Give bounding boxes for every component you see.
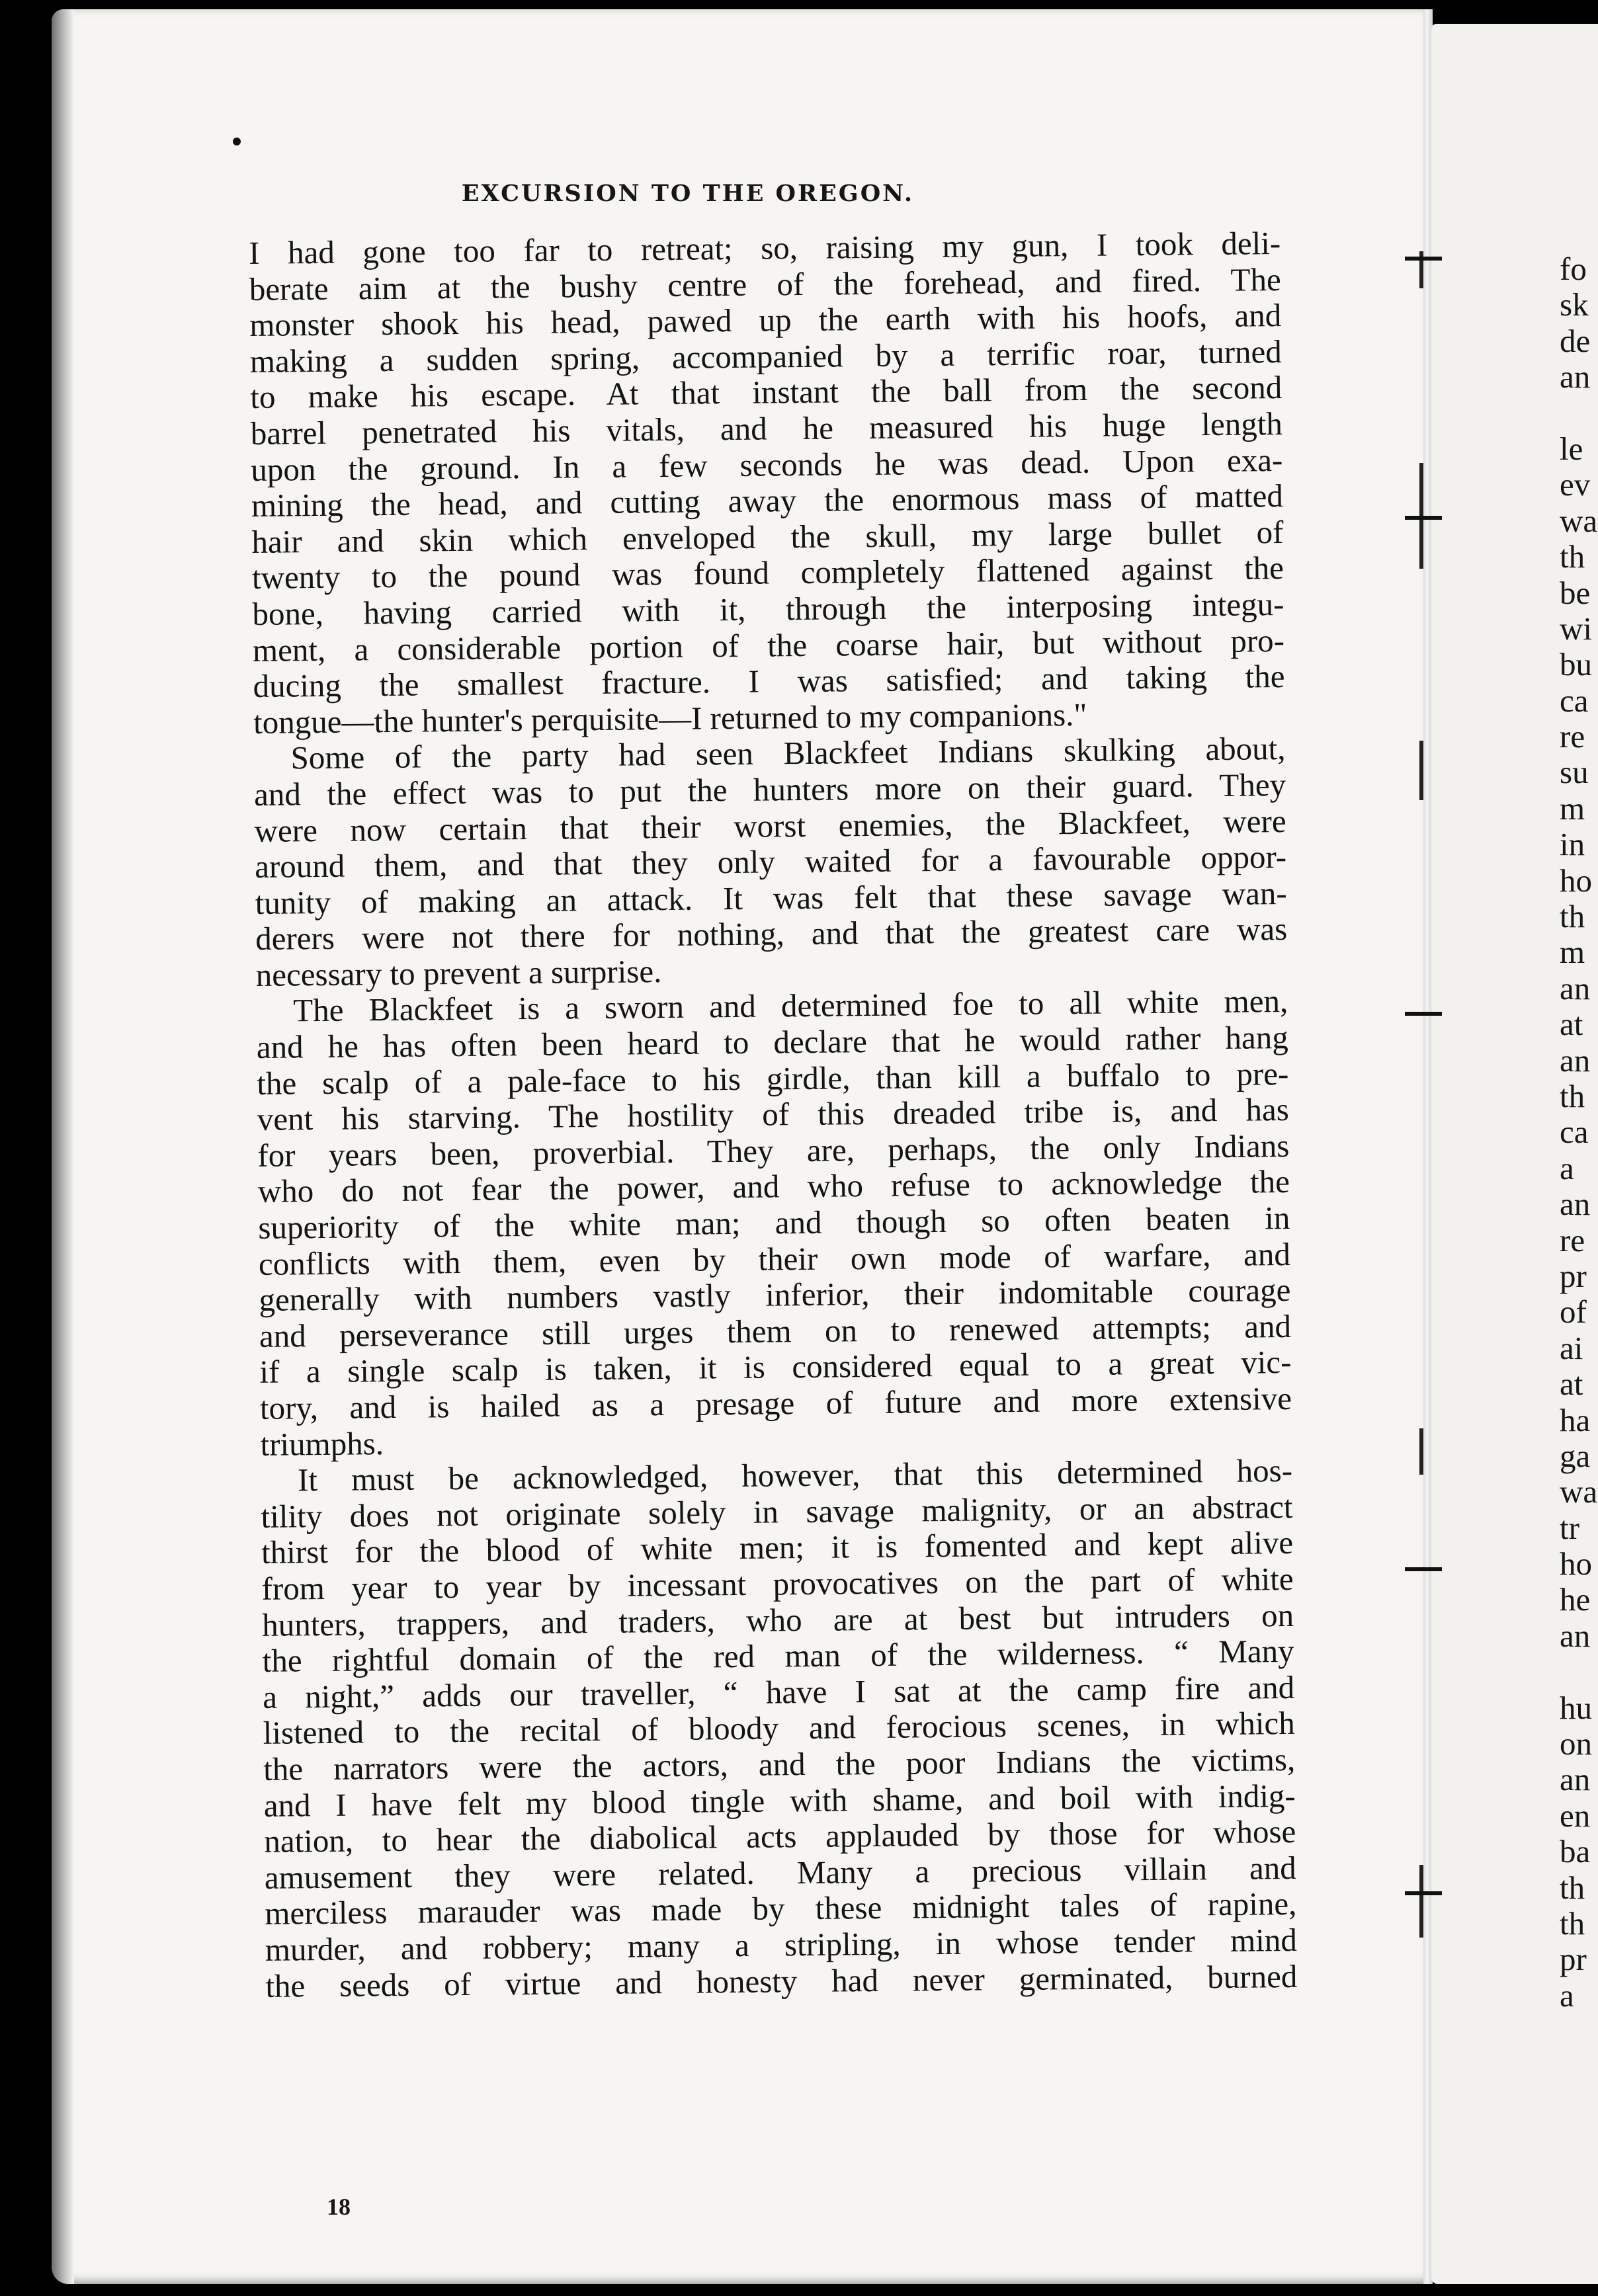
facing-page-fragment: th [1560, 1077, 1585, 1114]
facing-page-fragment: le [1560, 430, 1583, 467]
facing-page-fragment: pr [1560, 1257, 1587, 1294]
ink-speck [233, 138, 241, 145]
text-line: murder, and robbery; many a stripling, in whose tender mind [265, 1921, 1298, 1968]
text-line: for years been, proverbial. They are, perhaps, the only Indians [257, 1127, 1290, 1174]
binding-stitch [1405, 1567, 1442, 1571]
facing-page-fragment: an [1560, 358, 1591, 395]
facing-page-fragment: th [1560, 1869, 1585, 1906]
text-line: vent his starving. The hostility of this dreaded tribe is, and has [257, 1091, 1290, 1138]
text-line: hair and skin which enveloped the skull, my large bullet of [251, 513, 1284, 560]
text-line: from year to year by incessant provocatives on the part of white [261, 1560, 1294, 1607]
facing-page-fragment: an [1560, 1186, 1591, 1223]
facing-page-fragment: pr [1560, 1941, 1587, 1978]
text-line: ducing the smallest fracture. I was satisfied; and taking the [253, 658, 1285, 705]
text-line: who do not fear the power, and who refuse to acknowledge the [257, 1163, 1290, 1210]
text-line: thirst for the blood of white men; it is fomented and kept alive [261, 1524, 1294, 1571]
text-line: tory, and is hailed as a presage of future and more extensive [259, 1379, 1292, 1426]
text-line: berate aim at the bushy centre of the forehead, and fired. The [249, 261, 1281, 308]
text-line: the seeds of virtue and honesty had never germinated, burned [265, 1957, 1298, 2004]
facing-page-fragment: ho [1560, 1545, 1592, 1582]
facing-page-fragment: he [1560, 1581, 1591, 1618]
facing-page-fragment: a [1560, 1977, 1574, 2014]
facing-page-fragment: ba [1560, 1833, 1591, 1870]
facing-page-fragment: ev [1560, 466, 1591, 503]
facing-page-fragment [1560, 1654, 1598, 1690]
text-line: the scalp of a pale-face to his girdle, than kill a buffalo to pre- [257, 1055, 1289, 1102]
text-line: barrel penetrated his vitals, and he measured his huge length [250, 405, 1283, 452]
text-line: listened to the recital of bloody and ferocious scenes, in which [263, 1705, 1295, 1752]
text-line: twenty to the pound was found completely flattened against the [251, 550, 1284, 596]
text-line: nation, to hear the diabolical acts applauded by those for whose [264, 1813, 1296, 1860]
text-line: bone, having carried with it, through the interposing integu- [252, 585, 1284, 632]
text-line: merciless marauder was made by these midnight tales of rapine, [265, 1885, 1297, 1932]
text-line: and the effect was to put the hunters more on their guard. They [253, 766, 1286, 813]
facing-page-fragment: su [1560, 754, 1589, 791]
facing-page-fragment: an [1560, 1042, 1591, 1079]
facing-page-fragment: de [1560, 322, 1591, 359]
facing-page-fragment: ai [1560, 1329, 1583, 1366]
text-line: monster shook his head, pawed up the earth with his hoofs, and [249, 297, 1282, 344]
binding-stitch [1419, 741, 1423, 800]
facing-page-fragment: m [1560, 934, 1585, 971]
text-line: were now certain that their worst enemies, the Blackfeet, were [254, 802, 1286, 849]
text-line: and he has often been heard to declare that he would rather hang [256, 1019, 1288, 1066]
facing-page-fragments [1560, 251, 1598, 2014]
facing-page-fragment: hu [1560, 1689, 1592, 1726]
facing-page-fragment: th [1560, 898, 1585, 935]
text-line: Some of the party had seen Blackfeet Indians skulking about, [290, 730, 1286, 776]
text-line: making a sudden spring, accompanied by a terrific roar, turned [249, 333, 1283, 380]
binding-stitch [1405, 1891, 1442, 1895]
facing-page-fragment: an [1560, 1617, 1591, 1654]
text-line: upon the ground. In a few seconds he was dead. Upon exa- [251, 441, 1283, 488]
facing-page-fragment: wi [1560, 610, 1592, 647]
text-line: triumphs. [260, 1424, 384, 1463]
page-number: 18 [327, 2194, 351, 2220]
binding-stitch [1405, 516, 1442, 520]
text-line: superiority of the white man; and though so often beaten in [258, 1199, 1290, 1246]
facing-page-fragment: re [1560, 718, 1585, 755]
binding-stitch [1419, 1865, 1423, 1938]
facing-page-fragment: a [1560, 1149, 1574, 1186]
facing-page-fragment: wa [1560, 502, 1598, 539]
binding-stitch [1405, 257, 1442, 261]
facing-page-fragment: of [1560, 1293, 1587, 1331]
text-line: the narrators were the actors, and the poor Indians the victims, [263, 1741, 1296, 1787]
facing-page-fragment: in [1560, 826, 1585, 863]
facing-page-fragment [1560, 395, 1598, 431]
text-line: derers were not there for nothing, and that the greatest care was [255, 911, 1288, 958]
text-line: amusement they were related. Many a precious villain and [264, 1849, 1297, 1896]
running-head: EXCURSION TO THE OREGON. [461, 180, 915, 207]
text-line: tility does not originate solely in savage malignity, or an abstract [261, 1488, 1293, 1535]
facing-page-fragment: wa [1560, 1473, 1598, 1510]
text-line: It must be acknowledged, however, that this determined hos- [297, 1452, 1293, 1498]
text-line: The Blackfeet is a sworn and determined foe to all white men, [292, 983, 1288, 1029]
binding-stitch [1405, 1012, 1442, 1016]
body-text [249, 226, 1298, 2004]
text-line: necessary to prevent a surprise. [255, 952, 662, 993]
facing-page-fragment: m [1560, 790, 1585, 827]
facing-page-fragment: ho [1560, 862, 1592, 899]
facing-page-fragment: ga [1560, 1437, 1591, 1474]
text-line: around them, and that they only waited for a favourable oppor- [254, 839, 1287, 885]
text-line: and I have felt my blood tingle with shame, and boil with indig- [263, 1777, 1296, 1824]
text-line: if a single scalp is taken, it is considered equal to a great vic- [259, 1344, 1292, 1391]
text-line: I had gone too far to retreat; so, raising my gun, I took deli- [248, 225, 1281, 271]
facing-page-fragment: an [1560, 969, 1591, 1006]
facing-page-fragment: on [1560, 1725, 1592, 1762]
facing-page-fragment: ha [1560, 1401, 1591, 1438]
binding-stitch [1419, 1428, 1423, 1475]
facing-page-fragment: fo [1560, 251, 1587, 287]
text-line: a night,” adds our traveller, “ have I sat at the camp fire and [262, 1668, 1295, 1715]
text-line: tunity of making an attack. It was felt that these savage wan- [255, 874, 1287, 921]
facing-page-fragment: th [1560, 538, 1585, 575]
facing-page-fragment: ca [1560, 682, 1589, 719]
text-line: to make his escape. At that instant the ball from the second [250, 369, 1283, 416]
facing-page-fragment: at [1560, 1366, 1583, 1403]
text-line: mining the head, and cutting away the enormous mass of matted [251, 477, 1284, 524]
facing-page-fragment: bu [1560, 646, 1592, 683]
facing-page-fragment: en [1560, 1797, 1591, 1834]
text-line: and perseverance still urges them on to renewed attempts; and [259, 1307, 1292, 1354]
text-line: tongue—the hunter's perquisite—I returned to my companions." [253, 696, 1087, 741]
facing-page-fragment: at [1560, 1006, 1583, 1043]
text-line: generally with numbers vastly inferior, their indomitable courage [259, 1272, 1291, 1319]
text-line: hunters, trappers, and traders, who are at best but intruders on [261, 1596, 1294, 1643]
text-line: conflicts with them, even by their own mode of warfare, and [258, 1235, 1291, 1282]
facing-page-fragment: ca [1560, 1114, 1589, 1151]
facing-page-fragment: tr [1560, 1509, 1579, 1546]
facing-page-fragment: th [1560, 1905, 1585, 1942]
facing-page-fragment: re [1560, 1221, 1585, 1258]
text-line: ment, a considerable portion of the coarse hair, but without pro- [252, 622, 1285, 669]
text-line: the rightful domain of the red man of the wilderness. “ Many [262, 1633, 1294, 1680]
facing-page-fragment: sk [1560, 286, 1589, 323]
facing-page-fragment: be [1560, 574, 1591, 611]
facing-page-fragment: an [1560, 1761, 1591, 1798]
